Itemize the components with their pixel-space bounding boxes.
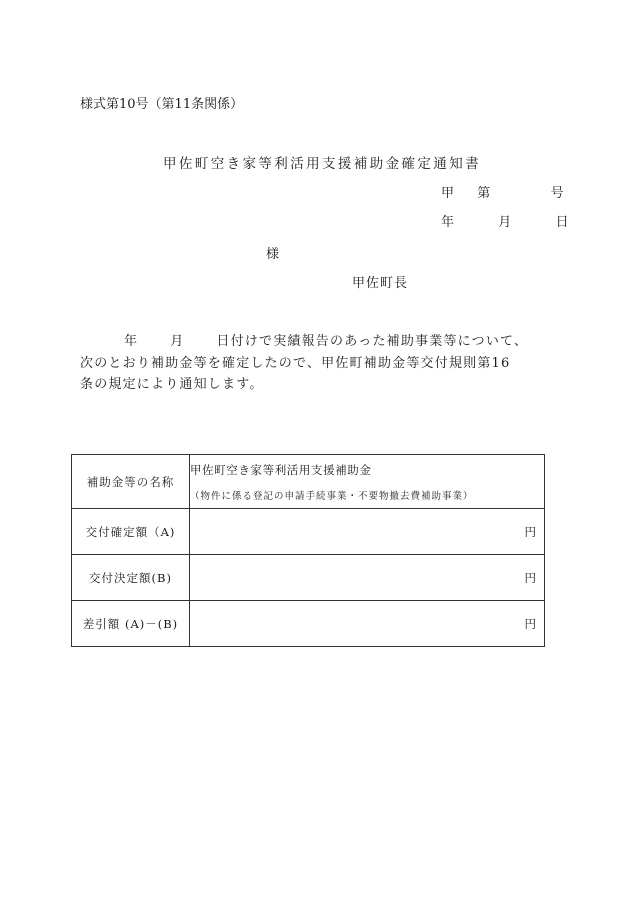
body-line-1: [80, 331, 550, 353]
body-month: 月: [170, 334, 185, 349]
date-day: 日: [555, 215, 569, 230]
confirmed-amount-label: 交付確定額（A): [72, 509, 190, 555]
table-row-difference: [72, 601, 545, 647]
body-line-2: 次のとおり補助金等を確定したので、甲佐町補助金等交付規則第16: [80, 355, 511, 371]
confirmed-amount-unit: 円: [190, 509, 545, 555]
document-number-dai: 第: [477, 186, 491, 201]
difference-label: 差引額 (A)－(B): [72, 601, 190, 647]
issue-date: [441, 211, 569, 230]
issuer-name: 甲佐町長: [352, 276, 409, 291]
recipient-honorific: 様: [266, 247, 280, 262]
form-number: 様式第10号（第11条関係）: [80, 97, 244, 112]
document-number-prefix: 甲: [441, 186, 455, 201]
decided-amount-unit: 円: [190, 555, 545, 601]
subsidy-name-sub: （物件に係る登記の申請手続事業・不要物撤去費補助事業）: [190, 490, 474, 502]
body-line-3: 条の規定により通知します。: [80, 377, 264, 392]
table-row-confirmed-amount: [72, 509, 545, 555]
document-title: 甲佐町空き家等利活用支援補助金確定通知書: [163, 156, 481, 172]
notice-body: [80, 331, 550, 396]
date-year: 年: [441, 215, 455, 230]
table-row-subsidy-name: [72, 455, 545, 509]
subsidy-name-label: 補助金等の名称: [72, 455, 190, 509]
document-number-go: 号: [550, 186, 564, 201]
document-number: [441, 182, 564, 201]
subsidy-name-main: 甲佐町空き家等利活用支援補助金: [190, 462, 372, 477]
body-year: 年: [124, 334, 139, 349]
table-row-decided-amount: [72, 555, 545, 601]
difference-unit: 円: [190, 601, 545, 647]
body-line-1-text: 日付けで実績報告のあった補助事業等について、: [216, 334, 529, 349]
subsidy-name-value: [190, 455, 545, 509]
subsidy-table: [71, 454, 545, 647]
decided-amount-label: 交付決定額(B): [72, 555, 190, 601]
date-month: 月: [498, 215, 512, 230]
